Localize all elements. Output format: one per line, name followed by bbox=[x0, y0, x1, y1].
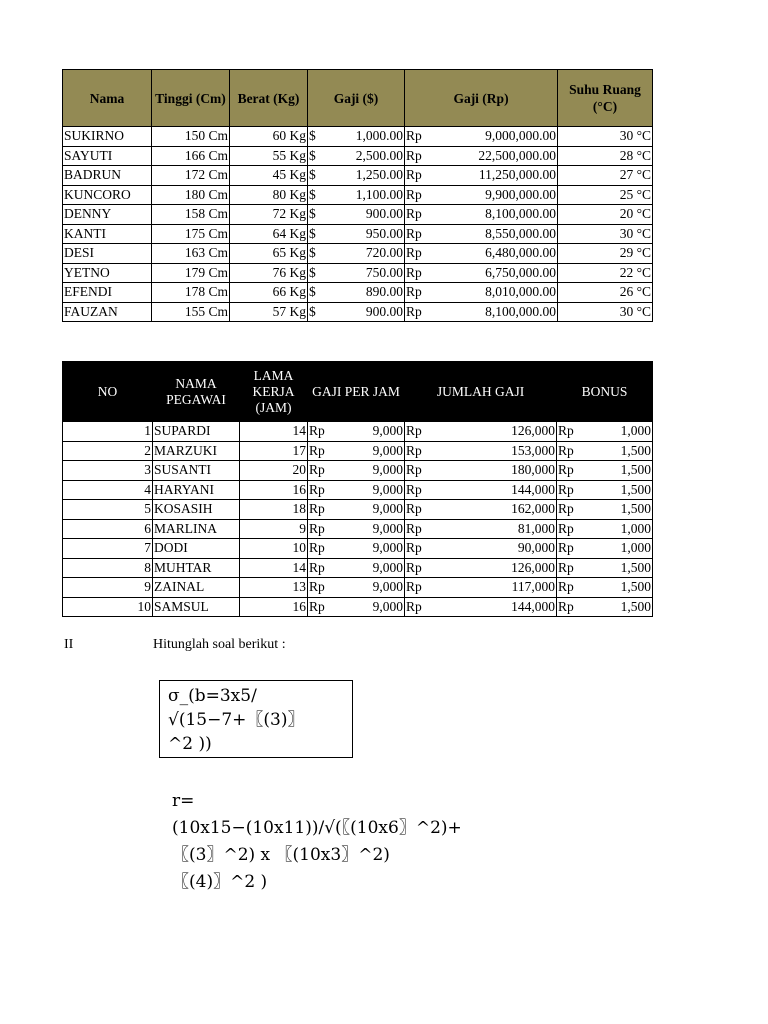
cell-nama: YETNO bbox=[63, 263, 152, 283]
cell-gaji-usd-symbol: $ bbox=[309, 264, 316, 280]
cell-gaji-rp-value: 8,550,000.00 bbox=[485, 225, 556, 241]
cell-no: 2 bbox=[63, 441, 153, 461]
cell-bonus-symbol: Rp bbox=[558, 540, 574, 556]
header-jumlah-gaji: JUMLAH GAJI bbox=[405, 362, 557, 422]
cell-gaji-rp bbox=[405, 263, 558, 283]
cell-tinggi: 179 Cm bbox=[152, 263, 230, 283]
cell-gaji-per-jam bbox=[308, 539, 405, 559]
cell-jumlah-gaji bbox=[405, 422, 557, 442]
header-suhu: Suhu Ruang (°C) bbox=[558, 70, 653, 127]
cell-gaji-per-jam-value: 9,000 bbox=[372, 598, 403, 614]
cell-lama-kerja: 13 bbox=[240, 578, 308, 598]
cell-gaji-usd-symbol: $ bbox=[309, 206, 316, 222]
cell-bonus-symbol: Rp bbox=[558, 423, 574, 439]
cell-bonus-value: 1,500 bbox=[620, 462, 651, 478]
cell-gaji-per-jam-value: 9,000 bbox=[372, 540, 403, 556]
cell-bonus bbox=[557, 578, 653, 598]
cell-suhu: 30 °C bbox=[558, 224, 653, 244]
cell-gaji-usd-symbol: $ bbox=[309, 245, 316, 261]
cell-berat: 72 Kg bbox=[230, 205, 308, 225]
cell-tinggi: 175 Cm bbox=[152, 224, 230, 244]
cell-suhu: 28 °C bbox=[558, 146, 653, 166]
cell-jumlah-gaji bbox=[405, 441, 557, 461]
cell-gaji-usd-value: 890.00 bbox=[365, 284, 403, 300]
section-number: II bbox=[64, 637, 74, 652]
cell-gaji-per-jam bbox=[308, 461, 405, 481]
header-nama: Nama bbox=[63, 70, 152, 127]
table2-header-row bbox=[63, 362, 653, 422]
cell-jumlah-gaji-value: 153,000 bbox=[511, 442, 555, 458]
cell-gaji-usd-symbol: $ bbox=[309, 225, 316, 241]
cell-gaji-rp-value: 6,480,000.00 bbox=[485, 245, 556, 261]
cell-gaji-usd bbox=[308, 185, 405, 205]
cell-jumlah-gaji bbox=[405, 578, 557, 598]
cell-nama: DESI bbox=[63, 244, 152, 264]
cell-jumlah-gaji bbox=[405, 519, 557, 539]
header-gaji-rp: Gaji (Rp) bbox=[405, 70, 558, 127]
cell-nama: KUNCORO bbox=[63, 185, 152, 205]
cell-gaji-usd bbox=[308, 302, 405, 322]
table-row bbox=[63, 166, 653, 186]
table-row bbox=[63, 578, 653, 598]
cell-gaji-rp bbox=[405, 146, 558, 166]
header-bonus: BONUS bbox=[557, 362, 653, 422]
cell-suhu: 30 °C bbox=[558, 302, 653, 322]
header-no: NO bbox=[63, 362, 153, 422]
cell-bonus bbox=[557, 480, 653, 500]
cell-jumlah-gaji-symbol: Rp bbox=[406, 462, 422, 478]
cell-jumlah-gaji bbox=[405, 539, 557, 559]
cell-no: 3 bbox=[63, 461, 153, 481]
cell-gaji-rp-symbol: Rp bbox=[406, 186, 422, 202]
cell-suhu: 29 °C bbox=[558, 244, 653, 264]
cell-gaji-rp-value: 8,100,000.00 bbox=[485, 303, 556, 319]
table-row bbox=[63, 539, 653, 559]
cell-nama: EFENDI bbox=[63, 283, 152, 303]
cell-gaji-per-jam-value: 9,000 bbox=[372, 559, 403, 575]
formula1-line: √(15−7+〖(3)〗 bbox=[168, 710, 305, 730]
cell-bonus-symbol: Rp bbox=[558, 579, 574, 595]
cell-gaji-usd-symbol: $ bbox=[309, 128, 316, 144]
cell-bonus-symbol: Rp bbox=[558, 559, 574, 575]
cell-jumlah-gaji-value: 144,000 bbox=[511, 598, 555, 614]
cell-lama-kerja: 16 bbox=[240, 597, 308, 617]
table-row bbox=[63, 185, 653, 205]
cell-suhu: 20 °C bbox=[558, 205, 653, 225]
cell-jumlah-gaji-symbol: Rp bbox=[406, 423, 422, 439]
cell-berat: 45 Kg bbox=[230, 166, 308, 186]
cell-gaji-rp-symbol: Rp bbox=[406, 147, 422, 163]
cell-no: 10 bbox=[63, 597, 153, 617]
table-row bbox=[63, 302, 653, 322]
formula2-line: (10x15−(10x11))/√(〖(10x6〗^2)+ bbox=[172, 818, 462, 838]
cell-suhu: 25 °C bbox=[558, 185, 653, 205]
cell-gaji-usd-symbol: $ bbox=[309, 147, 316, 163]
cell-nama-pegawai: KOSASIH bbox=[153, 500, 240, 520]
cell-gaji-per-jam-symbol: Rp bbox=[309, 501, 325, 517]
cell-lama-kerja: 14 bbox=[240, 558, 308, 578]
cell-gaji-per-jam-value: 9,000 bbox=[372, 442, 403, 458]
cell-jumlah-gaji bbox=[405, 480, 557, 500]
cell-bonus-symbol: Rp bbox=[558, 598, 574, 614]
cell-gaji-rp-symbol: Rp bbox=[406, 284, 422, 300]
cell-lama-kerja: 14 bbox=[240, 422, 308, 442]
cell-bonus-value: 1,000 bbox=[620, 520, 651, 536]
cell-jumlah-gaji bbox=[405, 597, 557, 617]
cell-gaji-per-jam-value: 9,000 bbox=[372, 462, 403, 478]
cell-bonus bbox=[557, 558, 653, 578]
cell-tinggi: 180 Cm bbox=[152, 185, 230, 205]
cell-gaji-rp-value: 11,250,000.00 bbox=[478, 167, 556, 183]
cell-gaji-usd-symbol: $ bbox=[309, 186, 316, 202]
cell-bonus-symbol: Rp bbox=[558, 462, 574, 478]
cell-gaji-rp-value: 6,750,000.00 bbox=[485, 264, 556, 280]
formula2-line: 〖(4)〗^2 ) bbox=[172, 872, 268, 892]
formula2-line: 〖(3〗^2) x 〖(10x3〗^2) bbox=[172, 845, 390, 865]
cell-jumlah-gaji-symbol: Rp bbox=[406, 501, 422, 517]
cell-no: 9 bbox=[63, 578, 153, 598]
table-row bbox=[63, 244, 653, 264]
cell-nama: FAUZAN bbox=[63, 302, 152, 322]
cell-jumlah-gaji-symbol: Rp bbox=[406, 540, 422, 556]
cell-bonus-value: 1,500 bbox=[620, 501, 651, 517]
table-row bbox=[63, 422, 653, 442]
cell-bonus-symbol: Rp bbox=[558, 442, 574, 458]
cell-gaji-rp bbox=[405, 205, 558, 225]
cell-gaji-per-jam-symbol: Rp bbox=[309, 520, 325, 536]
cell-gaji-per-jam-value: 9,000 bbox=[372, 481, 403, 497]
cell-bonus-symbol: Rp bbox=[558, 520, 574, 536]
header-tinggi: Tinggi (Cm) bbox=[152, 70, 230, 127]
cell-no: 4 bbox=[63, 480, 153, 500]
cell-gaji-rp-value: 8,010,000.00 bbox=[485, 284, 556, 300]
cell-bonus bbox=[557, 519, 653, 539]
cell-nama: SUKIRNO bbox=[63, 127, 152, 147]
formula1-line: σ_(b=3x5/ bbox=[168, 686, 257, 706]
cell-nama-pegawai: DODI bbox=[153, 539, 240, 559]
cell-suhu: 30 °C bbox=[558, 127, 653, 147]
cell-bonus-value: 1,500 bbox=[620, 481, 651, 497]
cell-no: 5 bbox=[63, 500, 153, 520]
cell-tinggi: 172 Cm bbox=[152, 166, 230, 186]
cell-jumlah-gaji-value: 81,000 bbox=[517, 520, 555, 536]
cell-gaji-rp-value: 9,900,000.00 bbox=[485, 186, 556, 202]
cell-gaji-rp bbox=[405, 185, 558, 205]
cell-bonus bbox=[557, 539, 653, 559]
cell-gaji-rp-value: 8,100,000.00 bbox=[485, 206, 556, 222]
cell-gaji-rp bbox=[405, 244, 558, 264]
cell-gaji-usd-value: 950.00 bbox=[365, 225, 403, 241]
cell-berat: 76 Kg bbox=[230, 263, 308, 283]
cell-gaji-usd-value: 720.00 bbox=[365, 245, 403, 261]
cell-gaji-per-jam-symbol: Rp bbox=[309, 540, 325, 556]
cell-nama-pegawai: SUSANTI bbox=[153, 461, 240, 481]
table-row bbox=[63, 127, 653, 147]
cell-gaji-usd bbox=[308, 205, 405, 225]
cell-bonus-symbol: Rp bbox=[558, 481, 574, 497]
cell-gaji-usd-value: 1,100.00 bbox=[355, 186, 403, 202]
cell-gaji-usd bbox=[308, 224, 405, 244]
cell-gaji-usd-value: 900.00 bbox=[365, 206, 403, 222]
cell-gaji-per-jam bbox=[308, 519, 405, 539]
cell-lama-kerja: 16 bbox=[240, 480, 308, 500]
cell-nama-pegawai: MARLINA bbox=[153, 519, 240, 539]
cell-gaji-per-jam-value: 9,000 bbox=[372, 579, 403, 595]
cell-gaji-per-jam-symbol: Rp bbox=[309, 579, 325, 595]
cell-nama-pegawai: ZAINAL bbox=[153, 578, 240, 598]
cell-jumlah-gaji-value: 126,000 bbox=[511, 423, 555, 439]
table-row bbox=[63, 500, 653, 520]
cell-bonus bbox=[557, 597, 653, 617]
cell-gaji-usd-symbol: $ bbox=[309, 167, 316, 183]
cell-nama-pegawai: SUPARDI bbox=[153, 422, 240, 442]
cell-gaji-usd bbox=[308, 263, 405, 283]
cell-gaji-usd bbox=[308, 244, 405, 264]
cell-tinggi: 155 Cm bbox=[152, 302, 230, 322]
cell-jumlah-gaji-value: 180,000 bbox=[511, 462, 555, 478]
cell-nama: SAYUTI bbox=[63, 146, 152, 166]
cell-gaji-per-jam-symbol: Rp bbox=[309, 559, 325, 575]
cell-jumlah-gaji-symbol: Rp bbox=[406, 442, 422, 458]
cell-gaji-per-jam bbox=[308, 558, 405, 578]
cell-gaji-per-jam-symbol: Rp bbox=[309, 481, 325, 497]
cell-nama-pegawai: HARYANI bbox=[153, 480, 240, 500]
cell-gaji-per-jam-value: 9,000 bbox=[372, 501, 403, 517]
cell-berat: 66 Kg bbox=[230, 283, 308, 303]
cell-lama-kerja: 10 bbox=[240, 539, 308, 559]
formula2-line: r= bbox=[172, 791, 195, 811]
table-row bbox=[63, 224, 653, 244]
table-row bbox=[63, 146, 653, 166]
cell-gaji-per-jam-value: 9,000 bbox=[372, 520, 403, 536]
table-row bbox=[63, 263, 653, 283]
cell-tinggi: 178 Cm bbox=[152, 283, 230, 303]
header-gaji-usd: Gaji ($) bbox=[308, 70, 405, 127]
cell-jumlah-gaji-value: 126,000 bbox=[511, 559, 555, 575]
cell-jumlah-gaji bbox=[405, 500, 557, 520]
cell-gaji-usd bbox=[308, 283, 405, 303]
cell-lama-kerja: 17 bbox=[240, 441, 308, 461]
cell-suhu: 27 °C bbox=[558, 166, 653, 186]
cell-gaji-rp bbox=[405, 224, 558, 244]
employee-metrics-table bbox=[62, 69, 653, 322]
table-row bbox=[63, 519, 653, 539]
table-row bbox=[63, 480, 653, 500]
table-row bbox=[63, 558, 653, 578]
cell-gaji-usd-value: 900.00 bbox=[365, 303, 403, 319]
cell-bonus-value: 1,500 bbox=[620, 559, 651, 575]
cell-gaji-usd-value: 2,500.00 bbox=[355, 147, 403, 163]
cell-lama-kerja: 9 bbox=[240, 519, 308, 539]
cell-nama: KANTI bbox=[63, 224, 152, 244]
cell-gaji-rp bbox=[405, 166, 558, 186]
cell-gaji-per-jam bbox=[308, 597, 405, 617]
cell-gaji-rp-symbol: Rp bbox=[406, 303, 422, 319]
table1-header-row bbox=[63, 70, 653, 127]
cell-suhu: 22 °C bbox=[558, 263, 653, 283]
cell-nama: DENNY bbox=[63, 205, 152, 225]
formula1-line: ^2 )) bbox=[168, 734, 212, 754]
cell-berat: 57 Kg bbox=[230, 302, 308, 322]
cell-gaji-per-jam bbox=[308, 441, 405, 461]
cell-gaji-per-jam-value: 9,000 bbox=[372, 423, 403, 439]
cell-bonus bbox=[557, 461, 653, 481]
section-instruction: Hitunglah soal berikut : bbox=[153, 637, 286, 652]
cell-berat: 65 Kg bbox=[230, 244, 308, 264]
cell-gaji-rp bbox=[405, 283, 558, 303]
cell-no: 8 bbox=[63, 558, 153, 578]
cell-gaji-per-jam bbox=[308, 578, 405, 598]
cell-jumlah-gaji-symbol: Rp bbox=[406, 579, 422, 595]
cell-gaji-rp-value: 9,000,000.00 bbox=[485, 128, 556, 144]
cell-gaji-rp-symbol: Rp bbox=[406, 225, 422, 241]
cell-gaji-per-jam bbox=[308, 500, 405, 520]
cell-berat: 60 Kg bbox=[230, 127, 308, 147]
cell-nama: BADRUN bbox=[63, 166, 152, 186]
cell-gaji-usd-symbol: $ bbox=[309, 303, 316, 319]
cell-bonus-value: 1,500 bbox=[620, 579, 651, 595]
table-row bbox=[63, 205, 653, 225]
cell-berat: 80 Kg bbox=[230, 185, 308, 205]
payroll-table bbox=[62, 361, 653, 617]
cell-jumlah-gaji-symbol: Rp bbox=[406, 481, 422, 497]
cell-jumlah-gaji bbox=[405, 558, 557, 578]
cell-nama-pegawai: SAMSUL bbox=[153, 597, 240, 617]
cell-gaji-usd-value: 1,250.00 bbox=[355, 167, 403, 183]
cell-jumlah-gaji-value: 90,000 bbox=[517, 540, 555, 556]
cell-tinggi: 166 Cm bbox=[152, 146, 230, 166]
cell-suhu: 26 °C bbox=[558, 283, 653, 303]
cell-lama-kerja: 20 bbox=[240, 461, 308, 481]
cell-berat: 55 Kg bbox=[230, 146, 308, 166]
cell-gaji-usd-value: 750.00 bbox=[365, 264, 403, 280]
cell-gaji-usd bbox=[308, 166, 405, 186]
cell-bonus bbox=[557, 500, 653, 520]
cell-jumlah-gaji-value: 144,000 bbox=[511, 481, 555, 497]
cell-gaji-usd bbox=[308, 127, 405, 147]
cell-nama-pegawai: MARZUKI bbox=[153, 441, 240, 461]
cell-gaji-rp bbox=[405, 302, 558, 322]
header-gaji-per-jam: GAJI PER JAM bbox=[308, 362, 405, 422]
cell-jumlah-gaji-symbol: Rp bbox=[406, 520, 422, 536]
header-berat: Berat (Kg) bbox=[230, 70, 308, 127]
cell-jumlah-gaji-value: 162,000 bbox=[511, 501, 555, 517]
header-lama-kerja: LAMA KERJA (JAM) bbox=[240, 362, 308, 422]
cell-gaji-rp-symbol: Rp bbox=[406, 128, 422, 144]
cell-gaji-rp bbox=[405, 127, 558, 147]
cell-bonus bbox=[557, 441, 653, 461]
cell-gaji-usd-value: 1,000.00 bbox=[355, 128, 403, 144]
cell-bonus-value: 1,500 bbox=[620, 442, 651, 458]
cell-gaji-per-jam bbox=[308, 422, 405, 442]
table-row bbox=[63, 461, 653, 481]
cell-bonus-value: 1,500 bbox=[620, 598, 651, 614]
table-row bbox=[63, 283, 653, 303]
cell-gaji-per-jam-symbol: Rp bbox=[309, 598, 325, 614]
table-row bbox=[63, 441, 653, 461]
cell-no: 7 bbox=[63, 539, 153, 559]
cell-gaji-rp-symbol: Rp bbox=[406, 167, 422, 183]
cell-gaji-usd-symbol: $ bbox=[309, 284, 316, 300]
cell-jumlah-gaji-symbol: Rp bbox=[406, 598, 422, 614]
cell-gaji-per-jam-symbol: Rp bbox=[309, 462, 325, 478]
cell-gaji-rp-value: 22,500,000.00 bbox=[478, 147, 556, 163]
cell-lama-kerja: 18 bbox=[240, 500, 308, 520]
cell-gaji-per-jam-symbol: Rp bbox=[309, 442, 325, 458]
cell-gaji-per-jam-symbol: Rp bbox=[309, 423, 325, 439]
cell-jumlah-gaji-symbol: Rp bbox=[406, 559, 422, 575]
cell-berat: 64 Kg bbox=[230, 224, 308, 244]
cell-no: 6 bbox=[63, 519, 153, 539]
cell-gaji-rp-symbol: Rp bbox=[406, 206, 422, 222]
cell-gaji-usd bbox=[308, 146, 405, 166]
table-row bbox=[63, 597, 653, 617]
cell-jumlah-gaji bbox=[405, 461, 557, 481]
cell-bonus-symbol: Rp bbox=[558, 501, 574, 517]
cell-gaji-rp-symbol: Rp bbox=[406, 245, 422, 261]
cell-gaji-rp-symbol: Rp bbox=[406, 264, 422, 280]
cell-tinggi: 163 Cm bbox=[152, 244, 230, 264]
cell-nama-pegawai: MUHTAR bbox=[153, 558, 240, 578]
cell-tinggi: 150 Cm bbox=[152, 127, 230, 147]
cell-bonus-value: 1,000 bbox=[620, 540, 651, 556]
correlation-formula bbox=[172, 788, 462, 896]
cell-bonus bbox=[557, 422, 653, 442]
cell-jumlah-gaji-value: 117,000 bbox=[511, 579, 555, 595]
formula-box bbox=[159, 680, 353, 758]
cell-no: 1 bbox=[63, 422, 153, 442]
cell-gaji-per-jam bbox=[308, 480, 405, 500]
cell-tinggi: 158 Cm bbox=[152, 205, 230, 225]
header-nama-pegawai: NAMA PEGAWAI bbox=[153, 362, 240, 422]
cell-bonus-value: 1,000 bbox=[620, 423, 651, 439]
